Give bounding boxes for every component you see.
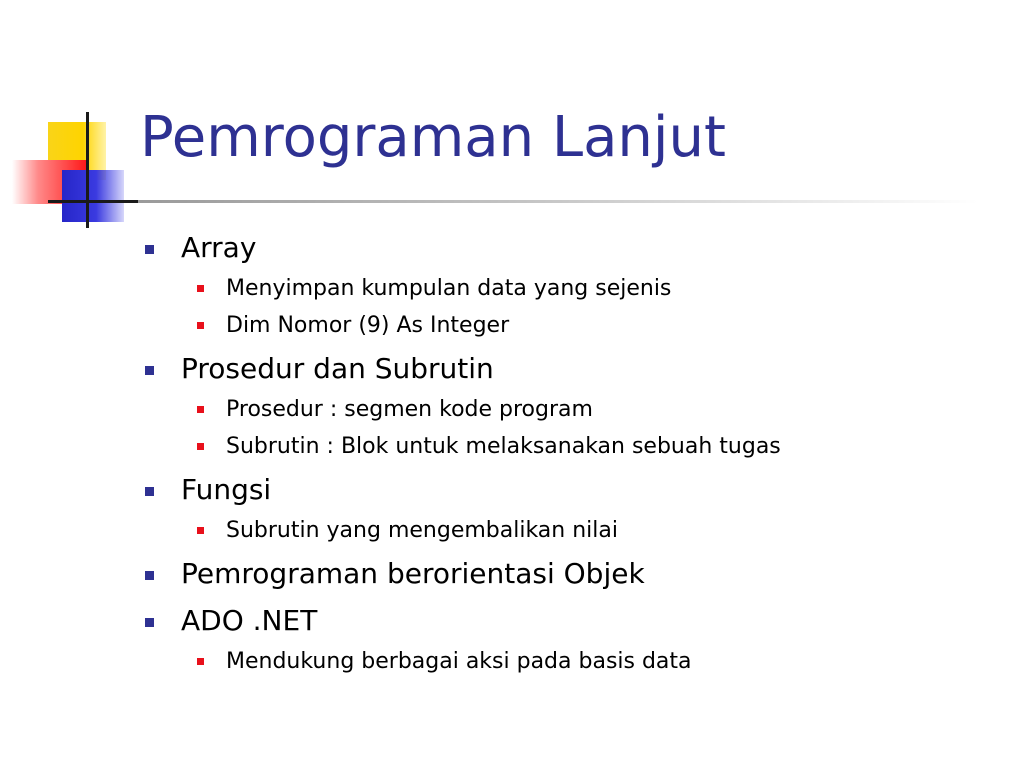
sub-list-item [145,270,1005,307]
title-underline [138,200,978,203]
sub-list-item-label: Prosedur : segmen kode program [226,397,593,422]
list-group-oop [145,552,1005,596]
square-bullet-icon [197,658,204,665]
list-item [145,599,1005,643]
square-bullet-icon [145,618,154,627]
list-item [145,552,1005,596]
blue-square-decoration [62,170,124,222]
list-item [145,347,1005,391]
list-group-prosedur [145,347,1005,465]
sub-list-item [145,643,1005,680]
square-bullet-icon [197,527,204,534]
square-bullet-icon [145,571,154,580]
square-bullet-icon [145,366,154,375]
sub-list-item [145,307,1005,344]
list-item [145,468,1005,512]
list-group-ado [145,599,1005,680]
sub-list-item [145,391,1005,428]
sub-list-item [145,512,1005,549]
vertical-rule [86,112,89,228]
square-bullet-icon [145,245,154,254]
list-item-label: Array [181,231,257,264]
corner-decoration [0,0,140,240]
list-group-fungsi [145,468,1005,549]
bullet-list [145,226,1005,683]
list-item-label: Pemrograman berorientasi Objek [181,557,645,590]
title-rule-dark [48,200,138,203]
square-bullet-icon [145,487,154,496]
sub-list-item [145,428,1005,465]
square-bullet-icon [197,322,204,329]
square-bullet-icon [197,443,204,450]
list-item [145,226,1005,270]
list-item-label: ADO .NET [181,604,318,637]
list-item-label: Prosedur dan Subrutin [181,352,494,385]
square-bullet-icon [197,406,204,413]
sub-list-item-label: Subrutin : Blok untuk melaksanakan sebuah tugas [226,434,781,459]
sub-list-item-label: Menyimpan kumpulan data yang sejenis [226,276,672,301]
slide-title: Pemrograman Lanjut [140,105,726,170]
list-group-array [145,226,1005,344]
sub-list-item-label: Mendukung berbagai aksi pada basis data [226,649,692,674]
sub-list-item-label: Subrutin yang mengembalikan nilai [226,518,618,543]
square-bullet-icon [197,285,204,292]
list-item-label: Fungsi [181,473,272,506]
sub-list-item-label: Dim Nomor (9) As Integer [226,313,510,338]
